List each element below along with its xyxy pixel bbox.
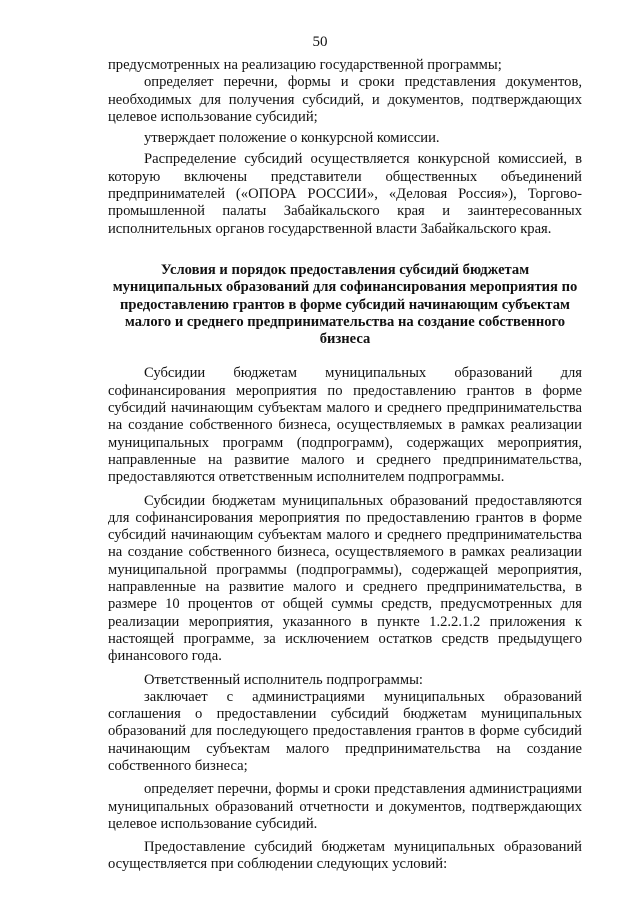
paragraph-subsidies-2: Субсидии бюджетам муниципальных образований предоставляются для софинансирования мероприятия по предоставлению грантов в форме субсидий начинающим субъектам малого и среднего предпринимательства на создание собственного бизнеса, осуществляемого в рамках реализации муниципальной программы (подпрограммы), содержащей мероприятия, направленные на развитие малого и среднего предпринимательства, в размере 10 процентов от общей суммы средств, предусмотренных для реализации мероприятия, указанного в пункте 1.2.2.1.2 приложения к настоящей программе, за исключением остатков средств предыдущего финансового года. [108,492,582,665]
paragraph-distribution: Распределение субсидий осуществляется конкурсной комиссией, в которую включены представители общественных объединений предпринимателей («ОПОРА РОССИИ», «Деловая Россия»), Торгово-промышленной палаты Забайкальского края и заинтересованных исполнительных органов государственной власти Забайкальского края. [108,151,582,237]
paragraph-subsidies-1: Субсидии бюджетам муниципальных образований для софинансирования мероприятия по предоставлению грантов в форме субсидий начинающим субъектам малого и среднего предпринимательства на создание собственного бизнеса, осуществляемых в рамках реализации муниципальных программ (подпрограмм), содержащих мероприятия, направленные на развитие малого и среднего предпринимательства, предоставляются ответственным исполнителем подпрограммы. [108,365,582,486]
section-heading: Условия и порядок предоставления субсидий бюджетам муниципальных образований для софинансирования мероприятия по предоставлению грантов в форме субсидий начинающим субъектам малого и среднего предпринимательства на создание собственного бизнеса [112,261,578,348]
paragraph-responsible-executor: Ответственный исполнитель подпрограммы: [144,671,423,688]
paragraph-continuation: предусмотренных на реализацию государственной программы; [108,57,502,73]
paragraph-approves-commission: утверждает положение о конкурсной комиссии. [144,130,440,147]
paragraph-concludes-agreements: заключает с администрациями муниципальных образований соглашения о предоставлении субсидий бюджетам муниципальных образований для последующего предоставления грантов в форме субсидий начинающим субъектам малого предпринимательства на создание собственного бизнеса; [108,688,582,774]
paragraph-defines-reporting: определяет перечни, формы и сроки представления администрациями муниципальных образований отчетности и документов, подтверждающих целевое использование субсидий. [108,781,582,832]
paragraph-conditions: Предоставление субсидий бюджетам муниципальных образований осуществляется при соблюдении следующих условий: [108,839,582,873]
page-number: 50 [312,34,328,50]
document-body [108,57,582,874]
paragraph-defines-documents: определяет перечни, формы и сроки представления документов, необходимых для получения субсидий, и документов, подтверждающих целевое использование субсидий; [108,74,582,125]
